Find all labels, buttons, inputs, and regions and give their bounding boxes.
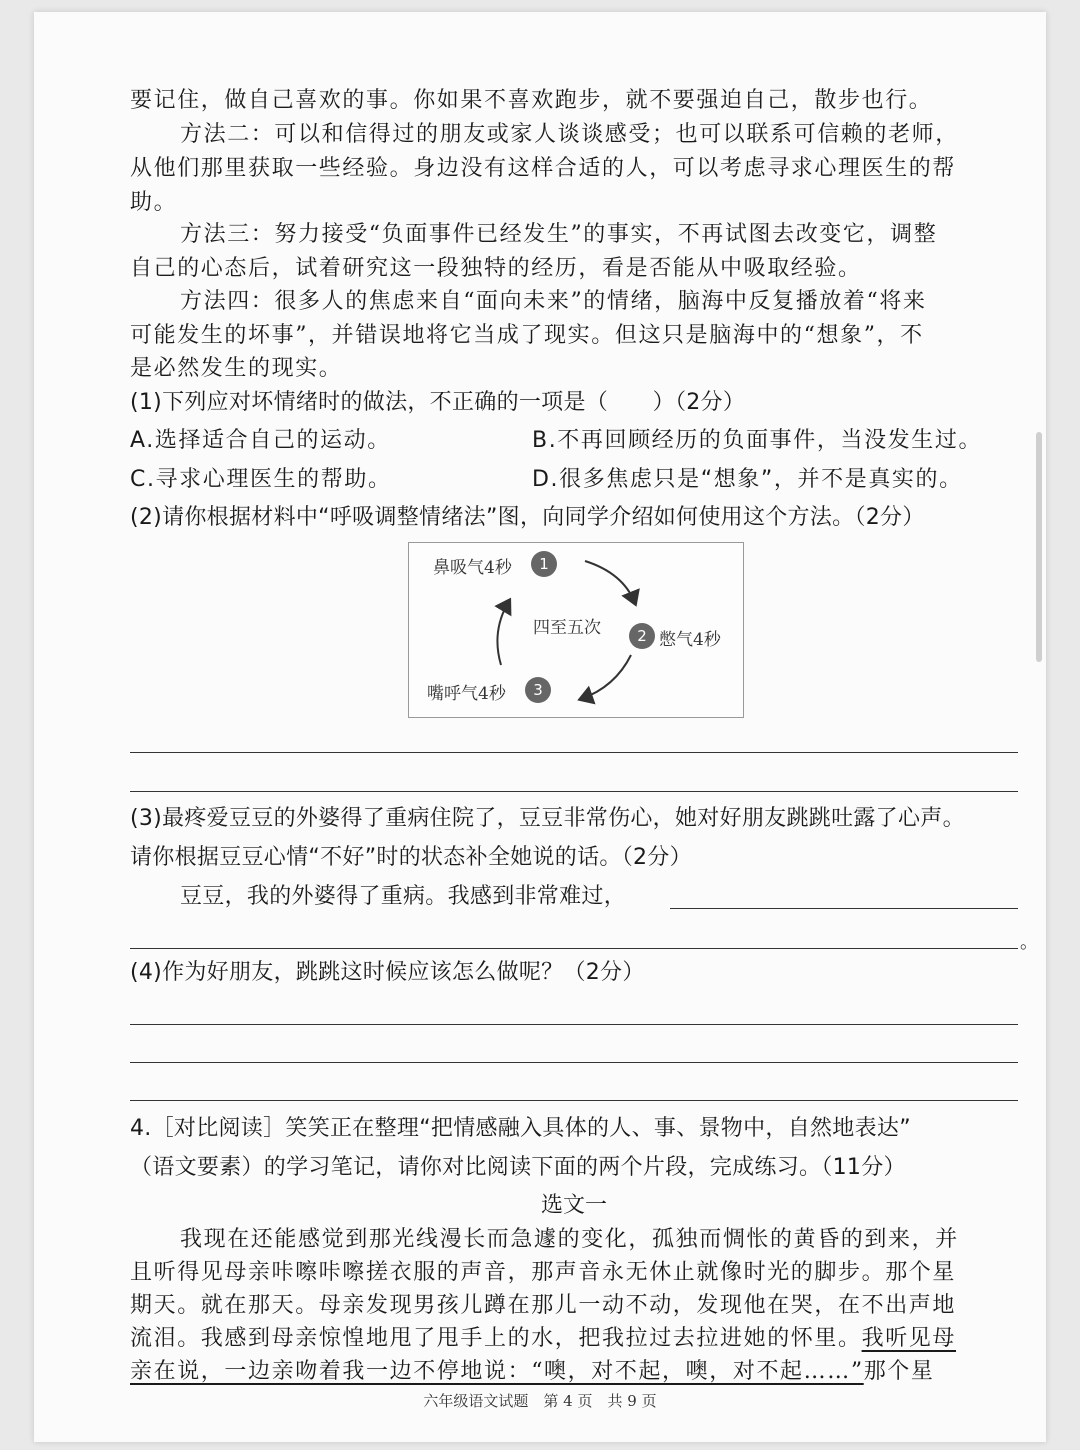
- option-a: A.选择适合自己的运动。: [130, 428, 391, 453]
- step-2-label: 憋气4秒: [659, 630, 721, 650]
- passage-line: 自己的心态后，试着研究这一段独特的经历，看是否能从中吸取经验。: [130, 256, 862, 281]
- answer-end-mark: 。: [1020, 932, 1038, 953]
- step-2-number: 2: [629, 623, 655, 649]
- passage-line: 从他们那里获取一些经验。身边没有这样合适的人，可以考虑寻求心理医生的帮: [130, 156, 957, 181]
- scrollbar[interactable]: [1036, 432, 1042, 662]
- question-2-stem: (2)请你根据材料中“呼吸调整情绪法”图，向同学介绍如何使用这个方法。（2分）: [130, 505, 925, 530]
- option-c: C.寻求心理医生的帮助。: [130, 467, 392, 492]
- answer-line[interactable]: [670, 908, 1018, 909]
- passage-line: 方法二：可以和信得过的朋友或家人谈谈感受；也可以联系可信赖的老师，: [180, 122, 959, 147]
- answer-line[interactable]: [130, 791, 1018, 792]
- underlined-sentence-start: 我听见母: [861, 1326, 957, 1351]
- excerpt-line: [130, 1355, 935, 1389]
- excerpt-line: 且听得见母亲咔嚓咔嚓搓衣服的声音，那声音永无休止就像时光的脚步。那个星: [130, 1260, 957, 1285]
- excerpt-text: 流泪。我感到母亲惊惶地甩了甩手上的水，把我拉过去拉进她的怀里。: [130, 1326, 862, 1351]
- question-3-answer-prefix: 豆豆，我的外婆得了重病。我感到非常难过，: [180, 884, 627, 909]
- question-4-stem: (4)作为好朋友，跳跳这时候应该怎么做呢？（2分）: [130, 960, 645, 985]
- passage-line: 可能发生的坏事”，并错误地将它当成了现实。但这只是脑海中的“想象”，不: [130, 323, 924, 348]
- option-b: B.不再回顾经历的负面事件，当没发生过。: [532, 428, 983, 453]
- passage-line: 要记住，做自己喜欢的事。你如果不喜欢跑步，就不要强迫自己，散步也行。: [130, 88, 933, 113]
- section-4-stem-line-1: 4.［对比阅读］笑笑正在整理“把情感融入具体的人、事、景物中，自然地表达”: [130, 1116, 911, 1141]
- question-3-stem-line-1: (3)最疼爱豆豆的外婆得了重病住院了，豆豆非常伤心，她对好朋友跳跳吐露了心声。: [130, 806, 965, 831]
- passage-line: 是必然发生的现实。: [130, 356, 343, 381]
- answer-line[interactable]: [130, 1024, 1018, 1025]
- answer-line[interactable]: [130, 1100, 1018, 1101]
- exam-page: [34, 12, 1046, 1442]
- answer-line[interactable]: [130, 752, 1018, 753]
- step-1-label: 鼻吸气4秒: [433, 558, 512, 578]
- answer-line[interactable]: [130, 1062, 1018, 1063]
- step-1-number: 1: [531, 551, 557, 577]
- breathing-diagram: [408, 542, 744, 718]
- passage-line: 方法四：很多人的焦虑来自“面向未来”的情绪，脑海中反复播放着“将来: [180, 289, 927, 314]
- passage-line: 助。: [130, 190, 178, 215]
- excerpt-line: 我现在还能感觉到那光线漫长而急遽的变化，孤独而惆怅的黄昏的到来，并: [180, 1227, 959, 1252]
- excerpt-line: [130, 1322, 956, 1356]
- underlined-sentence: 亲在说，一边亲吻着我一边不停地说：“噢，对不起，噢，对不起……”: [130, 1359, 864, 1384]
- page-footer: 六年级语文试题 第 4 页 共 9 页: [423, 1392, 657, 1410]
- step-3-number: 3: [525, 677, 551, 703]
- question-1-stem: (1)下列应对坏情绪时的做法，不正确的一项是（ ）（2分）: [130, 390, 746, 415]
- excerpt-text-tail: 那个星: [863, 1359, 935, 1384]
- passage-line: 方法三：努力接受“负面事件已经发生”的事实，不再试图去改变它，调整: [180, 222, 938, 247]
- section-4-stem-line-2: （语文要素）的学习笔记，请你对比阅读下面的两个片段，完成练习。（11分）: [130, 1155, 906, 1180]
- repeat-count-label: 四至五次: [533, 618, 601, 638]
- option-d: D.很多焦虑只是“想象”，并不是真实的。: [532, 467, 963, 492]
- question-3-stem-line-2: 请你根据豆豆心情“不好”时的状态补全她说的话。（2分）: [130, 845, 692, 870]
- excerpt-line: 期天。就在那天。母亲发现男孩儿蹲在那儿一动不动，发现他在哭，在不出声地: [130, 1293, 957, 1318]
- step-3-label: 嘴呼气4秒: [427, 684, 506, 704]
- excerpt-title: 选文一: [540, 1193, 607, 1218]
- answer-line[interactable]: [130, 948, 1018, 949]
